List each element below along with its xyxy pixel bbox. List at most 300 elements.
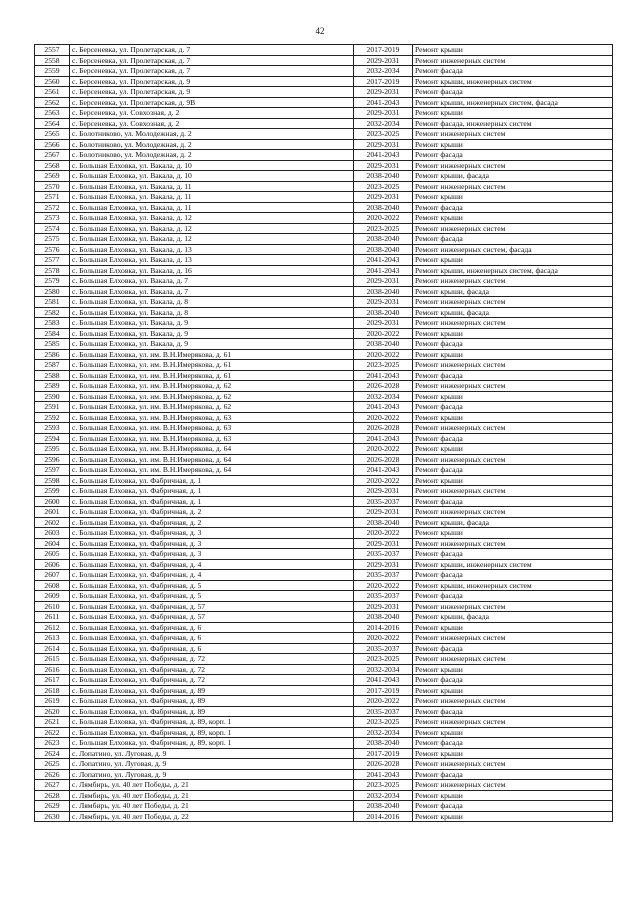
period-cell: 2041-2043 [354, 465, 413, 476]
period-cell: 2029-2031 [354, 55, 413, 66]
address-cell: с. Большая Елховка, ул. Вакала, д. 11 [70, 181, 354, 192]
table-row [35, 108, 613, 119]
address-cell: с. Большая Елховка, ул. им. В.Н.Имерякова, д. 62 [70, 402, 354, 413]
period-cell: 2035-2037 [354, 496, 413, 507]
address-cell: с. Лопатино, ул. Луговая, д. 9 [70, 748, 354, 759]
table-row [35, 696, 613, 707]
address-cell: с. Большая Елховка, ул. Фабричная, д. 89, корп. 1 [70, 717, 354, 728]
row-number: 2624 [35, 748, 70, 759]
period-cell: 2041-2043 [354, 97, 413, 108]
period-cell: 2038-2040 [354, 801, 413, 812]
row-number: 2579 [35, 276, 70, 287]
period-cell: 2017-2019 [354, 685, 413, 696]
row-number: 2587 [35, 360, 70, 371]
period-cell: 2038-2040 [354, 612, 413, 623]
work-type-cell: Ремонт инженерных систем [413, 507, 613, 518]
row-number: 2607 [35, 570, 70, 581]
row-number: 2630 [35, 811, 70, 822]
row-number: 2601 [35, 507, 70, 518]
work-type-cell: Ремонт инженерных систем [413, 276, 613, 287]
table-row [35, 339, 613, 350]
period-cell: 2017-2019 [354, 45, 413, 56]
table-row [35, 717, 613, 728]
period-cell: 2041-2043 [354, 370, 413, 381]
work-type-cell: Ремонт крыши, инженерных систем [413, 76, 613, 87]
table-row [35, 45, 613, 56]
table-row [35, 265, 613, 276]
row-number: 2610 [35, 601, 70, 612]
row-number: 2576 [35, 244, 70, 255]
period-cell: 2020-2022 [354, 349, 413, 360]
table-row [35, 465, 613, 476]
period-cell: 2029-2031 [354, 559, 413, 570]
work-type-cell: Ремонт инженерных систем [413, 297, 613, 308]
work-type-cell: Ремонт крыши, фасада [413, 517, 613, 528]
address-cell: с. Большая Елховка, ул. Вакала, д. 7 [70, 286, 354, 297]
table-row [35, 66, 613, 77]
row-number: 2621 [35, 717, 70, 728]
table-row [35, 517, 613, 528]
address-cell: с. Большая Елховка, ул. Фабричная, д. 3 [70, 528, 354, 539]
table-row [35, 811, 613, 822]
table-row [35, 244, 613, 255]
work-type-cell: Ремонт крыши, фасада [413, 286, 613, 297]
table-row [35, 685, 613, 696]
period-cell: 2041-2043 [354, 675, 413, 686]
table-row [35, 528, 613, 539]
table-row [35, 664, 613, 675]
address-cell: с. Большая Елховка, ул. им. В.Н.Имерякова, д. 63 [70, 423, 354, 434]
table-row [35, 801, 613, 812]
period-cell: 2023-2025 [354, 360, 413, 371]
address-cell: с. Большая Елховка, ул. им. В.Н.Имерякова, д. 62 [70, 381, 354, 392]
row-number: 2626 [35, 769, 70, 780]
row-number: 2611 [35, 612, 70, 623]
work-type-cell: Ремонт крыши, инженерных систем, фасада [413, 97, 613, 108]
period-cell: 2032-2034 [354, 727, 413, 738]
address-cell: с. Берсеневка, ул. Совхозная, д. 2 [70, 108, 354, 119]
period-cell: 2020-2022 [354, 580, 413, 591]
address-cell: с. Большая Елховка, ул. Фабричная, д. 89, корп. 1 [70, 727, 354, 738]
table-row [35, 780, 613, 791]
work-type-cell: Ремонт крыши [413, 255, 613, 266]
work-type-cell: Ремонт крыши [413, 727, 613, 738]
address-cell: с. Большая Елховка, ул. Вакала, д. 13 [70, 255, 354, 266]
row-number: 2571 [35, 192, 70, 203]
address-cell: с. Болотниково, ул. Молодежная, д. 2 [70, 139, 354, 150]
work-type-cell: Ремонт инженерных систем [413, 129, 613, 140]
work-type-cell: Ремонт фасада [413, 769, 613, 780]
row-number: 2604 [35, 538, 70, 549]
table-row [35, 370, 613, 381]
address-cell: с. Большая Елховка, ул. Фабричная, д. 89 [70, 696, 354, 707]
table-row [35, 654, 613, 665]
address-cell: с. Большая Елховка, ул. Вакала, д. 9 [70, 318, 354, 329]
row-number: 2566 [35, 139, 70, 150]
row-number: 2614 [35, 643, 70, 654]
row-number: 2595 [35, 444, 70, 455]
table-row [35, 769, 613, 780]
work-type-cell: Ремонт крыши [413, 391, 613, 402]
work-type-cell: Ремонт фасада [413, 465, 613, 476]
address-cell: с. Берсеневка, ул. Пролетарская, д. 9 [70, 87, 354, 98]
address-cell: с. Большая Елховка, ул. Фабричная, д. 57 [70, 601, 354, 612]
row-number: 2575 [35, 234, 70, 245]
address-cell: с. Большая Елховка, ул. Вакала, д. 9 [70, 328, 354, 339]
work-type-cell: Ремонт инженерных систем [413, 160, 613, 171]
period-cell: 2035-2037 [354, 549, 413, 560]
table-body [35, 45, 613, 822]
address-cell: с. Лопатино, ул. Луговая, д. 9 [70, 769, 354, 780]
work-type-cell: Ремонт инженерных систем [413, 654, 613, 665]
work-type-cell: Ремонт крыши, инженерных систем, фасада [413, 265, 613, 276]
address-cell: с. Большая Елховка, ул. Вакала, д. 12 [70, 223, 354, 234]
address-cell: с. Большая Елховка, ул. Фабричная, д. 72 [70, 664, 354, 675]
period-cell: 2023-2025 [354, 717, 413, 728]
work-type-cell: Ремонт крыши [413, 475, 613, 486]
row-number: 2577 [35, 255, 70, 266]
row-number: 2590 [35, 391, 70, 402]
table-row [35, 150, 613, 161]
table-row [35, 612, 613, 623]
period-cell: 2017-2019 [354, 748, 413, 759]
period-cell: 2041-2043 [354, 433, 413, 444]
period-cell: 2023-2025 [354, 780, 413, 791]
row-number: 2582 [35, 307, 70, 318]
address-cell: с. Большая Елховка, ул. Вакала, д. 8 [70, 297, 354, 308]
address-cell: с. Большая Елховка, ул. Фабричная, д. 2 [70, 517, 354, 528]
address-cell: с. Большая Елховка, ул. Фабричная, д. 4 [70, 559, 354, 570]
row-number: 2591 [35, 402, 70, 413]
work-type-cell: Ремонт крыши [413, 748, 613, 759]
row-number: 2599 [35, 486, 70, 497]
table-row [35, 318, 613, 329]
table-row [35, 675, 613, 686]
row-number: 2557 [35, 45, 70, 56]
work-type-cell: Ремонт крыши [413, 622, 613, 633]
row-number: 2592 [35, 412, 70, 423]
address-cell: с. Большая Елховка, ул. Вакала, д. 7 [70, 276, 354, 287]
work-type-cell: Ремонт инженерных систем [413, 759, 613, 770]
period-cell: 2035-2037 [354, 706, 413, 717]
work-type-cell: Ремонт фасада [413, 66, 613, 77]
work-type-cell: Ремонт фасада, инженерных систем [413, 118, 613, 129]
work-type-cell: Ремонт инженерных систем [413, 538, 613, 549]
address-cell: с. Берсеневка, ул. Совхозная, д. 2 [70, 118, 354, 129]
table-row [35, 580, 613, 591]
address-cell: с. Большая Елховка, ул. Вакала, д. 13 [70, 244, 354, 255]
table-row [35, 55, 613, 66]
row-number: 2585 [35, 339, 70, 350]
address-cell: с. Большая Елховка, ул. Вакала, д. 10 [70, 160, 354, 171]
work-type-cell: Ремонт фасада [413, 496, 613, 507]
address-cell: с. Большая Елховка, ул. Вакала, д. 11 [70, 202, 354, 213]
period-cell: 2029-2031 [354, 538, 413, 549]
table-row [35, 129, 613, 140]
address-cell: с. Большая Елховка, ул. Фабричная, д. 5 [70, 580, 354, 591]
table-row [35, 402, 613, 413]
row-number: 2596 [35, 454, 70, 465]
row-number: 2620 [35, 706, 70, 717]
work-type-cell: Ремонт фасада [413, 234, 613, 245]
table-row [35, 475, 613, 486]
row-number: 2562 [35, 97, 70, 108]
row-number: 2569 [35, 171, 70, 182]
work-type-cell: Ремонт крыши [413, 790, 613, 801]
period-cell: 2029-2031 [354, 160, 413, 171]
address-cell: с. Большая Елховка, ул. Фабричная, д. 4 [70, 570, 354, 581]
period-cell: 2020-2022 [354, 633, 413, 644]
row-number: 2618 [35, 685, 70, 696]
work-type-cell: Ремонт крыши, фасада [413, 612, 613, 623]
address-cell: с. Большая Елховка, ул. Фабричная, д. 1 [70, 475, 354, 486]
work-type-cell: Ремонт крыши [413, 664, 613, 675]
period-cell: 2017-2019 [354, 76, 413, 87]
work-type-cell: Ремонт инженерных систем [413, 696, 613, 707]
work-type-cell: Ремонт инженерных систем [413, 486, 613, 497]
period-cell: 2026-2028 [354, 381, 413, 392]
work-type-cell: Ремонт фасада [413, 706, 613, 717]
work-type-cell: Ремонт инженерных систем [413, 454, 613, 465]
period-cell: 2032-2034 [354, 664, 413, 675]
row-number: 2563 [35, 108, 70, 119]
period-cell: 2041-2043 [354, 255, 413, 266]
table-row [35, 643, 613, 654]
period-cell: 2032-2034 [354, 118, 413, 129]
row-number: 2602 [35, 517, 70, 528]
period-cell: 2023-2025 [354, 129, 413, 140]
row-number: 2561 [35, 87, 70, 98]
row-number: 2605 [35, 549, 70, 560]
table-row [35, 454, 613, 465]
table-row [35, 738, 613, 749]
work-type-cell: Ремонт инженерных систем [413, 717, 613, 728]
table-row [35, 255, 613, 266]
table-row [35, 349, 613, 360]
work-type-cell: Ремонт фасада [413, 433, 613, 444]
table-row [35, 223, 613, 234]
period-cell: 2020-2022 [354, 213, 413, 224]
address-cell: с. Большая Елховка, ул. им. В.Н.Имерякова, д. 64 [70, 454, 354, 465]
address-cell: с. Большая Елховка, ул. Вакала, д. 11 [70, 192, 354, 203]
work-type-cell: Ремонт крыши [413, 108, 613, 119]
table-row [35, 549, 613, 560]
work-type-cell: Ремонт крыши [413, 45, 613, 56]
period-cell: 2035-2037 [354, 570, 413, 581]
period-cell: 2029-2031 [354, 108, 413, 119]
table-row [35, 706, 613, 717]
work-type-cell: Ремонт крыши [413, 444, 613, 455]
address-cell: с. Большая Елховка, ул. Вакала, д. 9 [70, 339, 354, 350]
work-type-cell: Ремонт инженерных систем [413, 633, 613, 644]
address-cell: с. Лямбирь, ул. 40 лет Победы, д. 21 [70, 780, 354, 791]
table-row [35, 591, 613, 602]
address-cell: с. Большая Елховка, ул. Фабричная, д. 1 [70, 486, 354, 497]
row-number: 2609 [35, 591, 70, 602]
work-type-cell: Ремонт фасада [413, 643, 613, 654]
row-number: 2617 [35, 675, 70, 686]
table-row [35, 139, 613, 150]
row-number: 2597 [35, 465, 70, 476]
table-row [35, 601, 613, 612]
row-number: 2619 [35, 696, 70, 707]
period-cell: 2014-2016 [354, 811, 413, 822]
period-cell: 2038-2040 [354, 517, 413, 528]
table-row [35, 297, 613, 308]
address-cell: с. Большая Елховка, ул. Фабричная, д. 89 [70, 685, 354, 696]
row-number: 2560 [35, 76, 70, 87]
address-cell: с. Большая Елховка, ул. Фабричная, д. 6 [70, 622, 354, 633]
work-type-cell: Ремонт инженерных систем [413, 223, 613, 234]
table-row [35, 286, 613, 297]
row-number: 2583 [35, 318, 70, 329]
table-row [35, 538, 613, 549]
work-type-cell: Ремонт инженерных систем [413, 601, 613, 612]
period-cell: 2029-2031 [354, 297, 413, 308]
table-row [35, 181, 613, 192]
address-cell: с. Большая Елховка, ул. Вакала, д. 16 [70, 265, 354, 276]
table-row [35, 160, 613, 171]
table-row [35, 433, 613, 444]
period-cell: 2029-2031 [354, 87, 413, 98]
row-number: 2574 [35, 223, 70, 234]
address-cell: с. Большая Елховка, ул. Вакала, д. 12 [70, 213, 354, 224]
row-number: 2565 [35, 129, 70, 140]
row-number: 2623 [35, 738, 70, 749]
work-type-cell: Ремонт фасада [413, 675, 613, 686]
table-row [35, 759, 613, 770]
period-cell: 2023-2025 [354, 223, 413, 234]
table-row [35, 118, 613, 129]
table-row [35, 748, 613, 759]
address-cell: с. Большая Елховка, ул. Фабричная, д. 2 [70, 507, 354, 518]
table-row [35, 423, 613, 434]
row-number: 2600 [35, 496, 70, 507]
work-type-cell: Ремонт фасада [413, 339, 613, 350]
period-cell: 2041-2043 [354, 265, 413, 276]
period-cell: 2038-2040 [354, 171, 413, 182]
period-cell: 2038-2040 [354, 339, 413, 350]
row-number: 2594 [35, 433, 70, 444]
period-cell: 2023-2025 [354, 181, 413, 192]
address-cell: с. Болотниково, ул. Молодежная, д. 2 [70, 129, 354, 140]
period-cell: 2020-2022 [354, 328, 413, 339]
work-type-cell: Ремонт крыши, инженерных систем [413, 580, 613, 591]
work-type-cell: Ремонт крыши [413, 811, 613, 822]
table-row [35, 76, 613, 87]
address-cell: с. Берсеневка, ул. Пролетарская, д. 7 [70, 55, 354, 66]
table-row [35, 171, 613, 182]
work-type-cell: Ремонт фасада [413, 370, 613, 381]
address-cell: с. Берсеневка, ул. Пролетарская, д. 9 [70, 76, 354, 87]
work-type-cell: Ремонт инженерных систем [413, 55, 613, 66]
table-row [35, 307, 613, 318]
period-cell: 2038-2040 [354, 234, 413, 245]
period-cell: 2038-2040 [354, 307, 413, 318]
address-cell: с. Болотниково, ул. Молодежная, д. 2 [70, 150, 354, 161]
table-row [35, 391, 613, 402]
row-number: 2629 [35, 801, 70, 812]
work-type-cell: Ремонт фасада [413, 549, 613, 560]
work-type-cell: Ремонт крыши [413, 139, 613, 150]
period-cell: 2032-2034 [354, 391, 413, 402]
address-cell: с. Лямбирь, ул. 40 лет Победы, д. 21 [70, 801, 354, 812]
address-cell: с. Большая Елховка, ул. им. В.Н.Имерякова, д. 64 [70, 444, 354, 455]
address-cell: с. Большая Елховка, ул. Фабричная, д. 57 [70, 612, 354, 623]
work-type-cell: Ремонт фасада [413, 570, 613, 581]
work-type-cell: Ремонт инженерных систем [413, 181, 613, 192]
row-number: 2622 [35, 727, 70, 738]
work-type-cell: Ремонт крыши [413, 685, 613, 696]
address-cell: с. Большая Елховка, ул. им. В.Н.Имерякова, д. 64 [70, 465, 354, 476]
row-number: 2615 [35, 654, 70, 665]
row-number: 2625 [35, 759, 70, 770]
table-row [35, 412, 613, 423]
address-cell: с. Лопатино, ул. Луговая, д. 9 [70, 759, 354, 770]
work-type-cell: Ремонт фасада [413, 202, 613, 213]
work-type-cell: Ремонт инженерных систем, фасада [413, 244, 613, 255]
work-type-cell: Ремонт крыши [413, 213, 613, 224]
repair-schedule-table [34, 44, 613, 822]
table-row [35, 570, 613, 581]
table-row [35, 328, 613, 339]
work-type-cell: Ремонт крыши, фасада [413, 307, 613, 318]
address-cell: с. Большая Елховка, ул. им. В.Н.Имерякова, д. 63 [70, 433, 354, 444]
address-cell: с. Большая Елховка, ул. Фабричная, д. 72 [70, 654, 354, 665]
work-type-cell: Ремонт инженерных систем [413, 360, 613, 371]
address-cell: с. Большая Елховка, ул. им. В.Н.Имерякова, д. 63 [70, 412, 354, 423]
work-type-cell: Ремонт инженерных систем [413, 381, 613, 392]
address-cell: с. Лямбирь, ул. 40 лет Победы, д. 21 [70, 790, 354, 801]
row-number: 2559 [35, 66, 70, 77]
address-cell: с. Большая Елховка, ул. им. В.Н.Имерякова, д. 62 [70, 391, 354, 402]
period-cell: 2029-2031 [354, 601, 413, 612]
work-type-cell: Ремонт крыши [413, 412, 613, 423]
table-row [35, 192, 613, 203]
row-number: 2558 [35, 55, 70, 66]
period-cell: 2023-2025 [354, 654, 413, 665]
row-number: 2616 [35, 664, 70, 675]
row-number: 2570 [35, 181, 70, 192]
work-type-cell: Ремонт крыши [413, 192, 613, 203]
period-cell: 2038-2040 [354, 244, 413, 255]
period-cell: 2038-2040 [354, 202, 413, 213]
row-number: 2627 [35, 780, 70, 791]
period-cell: 2026-2028 [354, 454, 413, 465]
table-row [35, 234, 613, 245]
address-cell: с. Большая Елховка, ул. Фабричная, д. 3 [70, 538, 354, 549]
address-cell: с. Большая Елховка, ул. Вакала, д. 8 [70, 307, 354, 318]
work-type-cell: Ремонт фасада [413, 801, 613, 812]
table-row [35, 360, 613, 371]
table-row [35, 622, 613, 633]
table-row [35, 276, 613, 287]
period-cell: 2041-2043 [354, 402, 413, 413]
period-cell: 2041-2043 [354, 769, 413, 780]
table-row [35, 213, 613, 224]
address-cell: с. Берсеневка, ул. Пролетарская, д. 9В [70, 97, 354, 108]
table-row [35, 559, 613, 570]
period-cell: 2020-2022 [354, 412, 413, 423]
address-cell: с. Большая Елховка, ул. Вакала, д. 10 [70, 171, 354, 182]
period-cell: 2029-2031 [354, 192, 413, 203]
period-cell: 2038-2040 [354, 738, 413, 749]
row-number: 2578 [35, 265, 70, 276]
table-row [35, 444, 613, 455]
table-row [35, 496, 613, 507]
work-type-cell: Ремонт фасада [413, 402, 613, 413]
row-number: 2603 [35, 528, 70, 539]
